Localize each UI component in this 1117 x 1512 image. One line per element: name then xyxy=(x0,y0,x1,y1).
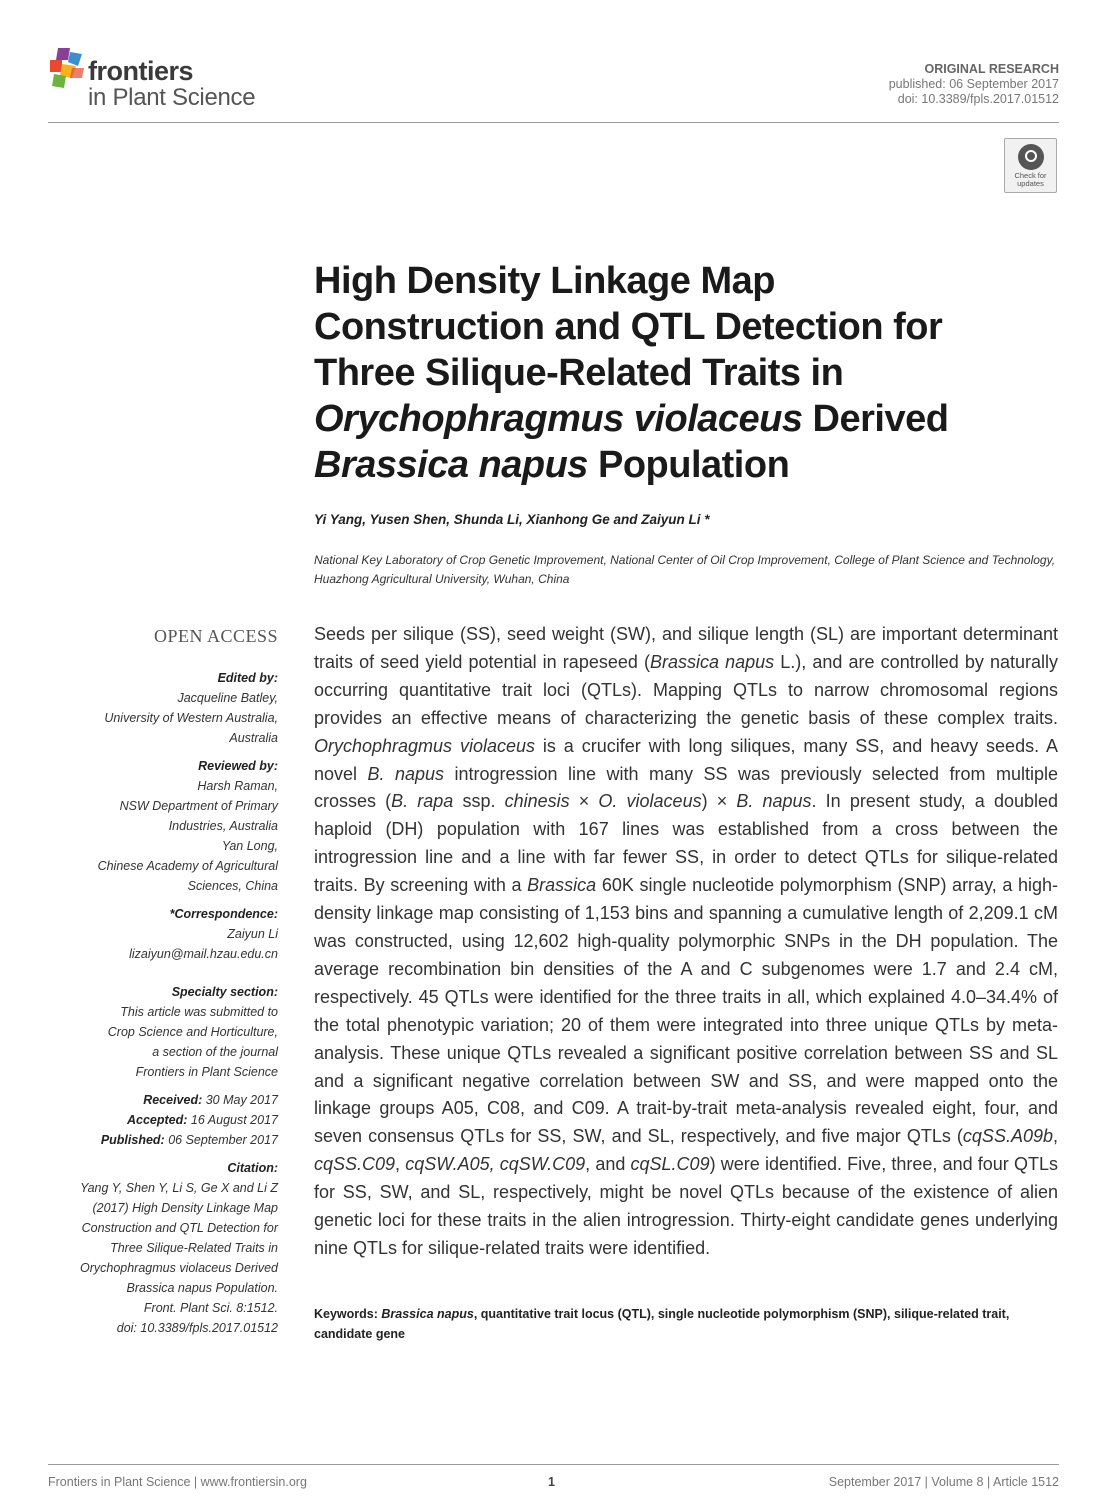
reviewer-line: Yan Long, xyxy=(221,839,278,853)
reviewed-by-label: Reviewed by: xyxy=(198,759,278,773)
correspondence-name: Zaiyun Li xyxy=(227,927,278,941)
published-sidebar-date: Published: 06 September 2017 xyxy=(100,1133,278,1147)
frontiers-logo-icon xyxy=(48,46,88,90)
reviewer-line: Industries, Australia xyxy=(168,819,278,833)
abstract-text: Seeds per silique (SS), seed weight (SW), and silique length (SL) are important determinant traits of seed yield potential in rapeseed (Brassica napus L.), and are controlled by naturally occurring quantitative trait loci (QTLs). Mapping QTLs to narrow chromosomal regions provides an effective means of characterizing the genetic basis of these complex traits. Orychophragmus violaceus is a crucifer with long siliques, many SS, and heavy seeds. A novel B. napus introgression line with many SS was previously selected from multiple crosses (B. rapa ssp. chinesis × O. violaceus) × B. napus. In present study, a doubled haploid (DH) population with 167 lines was established from a cross between the introgression line and a line with far fewer SS, in order to detect QTLs for silique-related traits. By screening with a Brassica 60K single nucleotide polymorphism (SNP) array, a high-density linkage map consisting of 1,153 bins and spanning a cumulative length of 2,209.1 cM was constructed, using 12,602 high-quality polymorphic SNPs in the DH population. The average recombination bin densities of the A and C subgenomes were 1.7 and 2.4 cM, respectively. 45 QTLs were identified for the three traits in all, which explained 4.0–34.4% of the total phenotypic variation; 20 of them were integrated into three unique QTLs by meta-analysis. These unique QTLs revealed a significant positive correlation between SS and SL and a significant negative correlation between SW and SS, and were mapped onto the linkage groups A05, C08, and C09. A trait-by-trait meta-analysis revealed eight, four, and seven consensus QTLs for SS, SW, and SL, respectively, and five major QTLs (cqSS.A09b, cqSS.C09, cqSW.A05, cqSW.C09, and cqSL.C09) were identified. Five, three, and four QTLs for SS, SW, and SL, respectively, might be novel QTLs because of the existence of alien genetic loci for these traits in the alien introgression. Thirty-eight candidate genes underlying nine QTLs for silique-related traits were identified. xyxy=(314,624,1059,1258)
article-title: High Density Linkage Map Construction and QTL Detection for Three Silique-Related Traits in Orychophragmus violaceus Derived Brassica napus Population xyxy=(314,260,949,486)
citation-line: Construction and QTL Detection for xyxy=(81,1221,278,1235)
reviewer-line: Harsh Raman, xyxy=(197,779,278,793)
correspondence-email[interactable]: lizaiyun@mail.hzau.edu.cn xyxy=(129,947,278,961)
correspondence-label: *Correspondence: xyxy=(169,907,278,921)
citation-line: (2017) High Density Linkage Map xyxy=(92,1201,278,1215)
check-updates-label: Check for updates xyxy=(1014,171,1047,188)
specialty-line: This article was submitted to xyxy=(120,1005,278,1019)
editor-line: Australia xyxy=(229,731,278,745)
footer-volume-info: September 2017 | Volume 8 | Article 1512 xyxy=(828,1475,1059,1489)
specialty-label: Specialty section: xyxy=(171,985,278,999)
specialty-line: Crop Science and Horticulture, xyxy=(107,1025,278,1039)
reviewer-line: Chinese Academy of Agricultural xyxy=(97,859,278,873)
article-type: ORIGINAL RESEARCH xyxy=(924,62,1059,76)
article-meta xyxy=(889,62,1059,107)
author-list: Yi Yang, Yusen Shen, Shunda Li, Xianhong Ge and Zaiyun Li * xyxy=(314,512,710,527)
specialty-line: Frontiers in Plant Science xyxy=(135,1065,278,1079)
specialty-line: a section of the journal xyxy=(152,1045,278,1059)
published-date: published: 06 September 2017 xyxy=(888,77,1059,91)
editor-line: Jacqueline Batley, xyxy=(177,691,278,705)
journal-subtitle: in Plant Science xyxy=(88,84,256,111)
citation-line: Front. Plant Sci. 8:1512. xyxy=(143,1301,278,1315)
article-doi[interactable]: doi: 10.3389/fpls.2017.01512 xyxy=(897,92,1059,106)
citation-label: Citation: xyxy=(227,1161,278,1175)
citation-line[interactable]: doi: 10.3389/fpls.2017.01512 xyxy=(116,1321,278,1335)
received-date: Received: 30 May 2017 xyxy=(143,1093,278,1107)
footer-divider xyxy=(48,1464,1059,1465)
reviewer-line: NSW Department of Primary xyxy=(119,799,278,813)
reviewer-line: Sciences, China xyxy=(187,879,278,893)
header-divider xyxy=(48,122,1059,123)
journal-brand: frontiers xyxy=(88,56,194,86)
footer-journal-link[interactable]: Frontiers in Plant Science | www.frontiersin.org xyxy=(48,1475,307,1489)
check-updates-icon xyxy=(1018,144,1044,170)
affiliation: National Key Laboratory of Crop Genetic Improvement, National Center of Oil Crop Improvement, College of Plant Science and Technology, Huazhong Agricultural University, Wuhan, China xyxy=(314,553,1056,586)
accepted-date: Accepted: 16 August 2017 xyxy=(126,1113,278,1127)
citation-line: Yang Y, Shen Y, Li S, Ge X and Li Z xyxy=(80,1181,278,1195)
article-sidebar xyxy=(60,668,278,1338)
citation-line: Orychophragmus violaceus Derived xyxy=(79,1261,278,1275)
check-for-updates-button[interactable] xyxy=(1004,138,1057,193)
citation-line: Brassica napus Population. xyxy=(126,1281,278,1295)
editor-line: University of Western Australia, xyxy=(104,711,278,725)
page-number: 1 xyxy=(548,1475,555,1489)
edited-by-label: Edited by: xyxy=(217,671,278,685)
citation-line: Three Silique-Related Traits in xyxy=(110,1241,278,1255)
open-access-label: OPEN ACCESS xyxy=(153,626,278,646)
keywords: Keywords: Brassica napus, quantitative trait locus (QTL), single nucleotide polymorphism (SNP), silique-related trait, candidate gene xyxy=(314,1307,1010,1341)
